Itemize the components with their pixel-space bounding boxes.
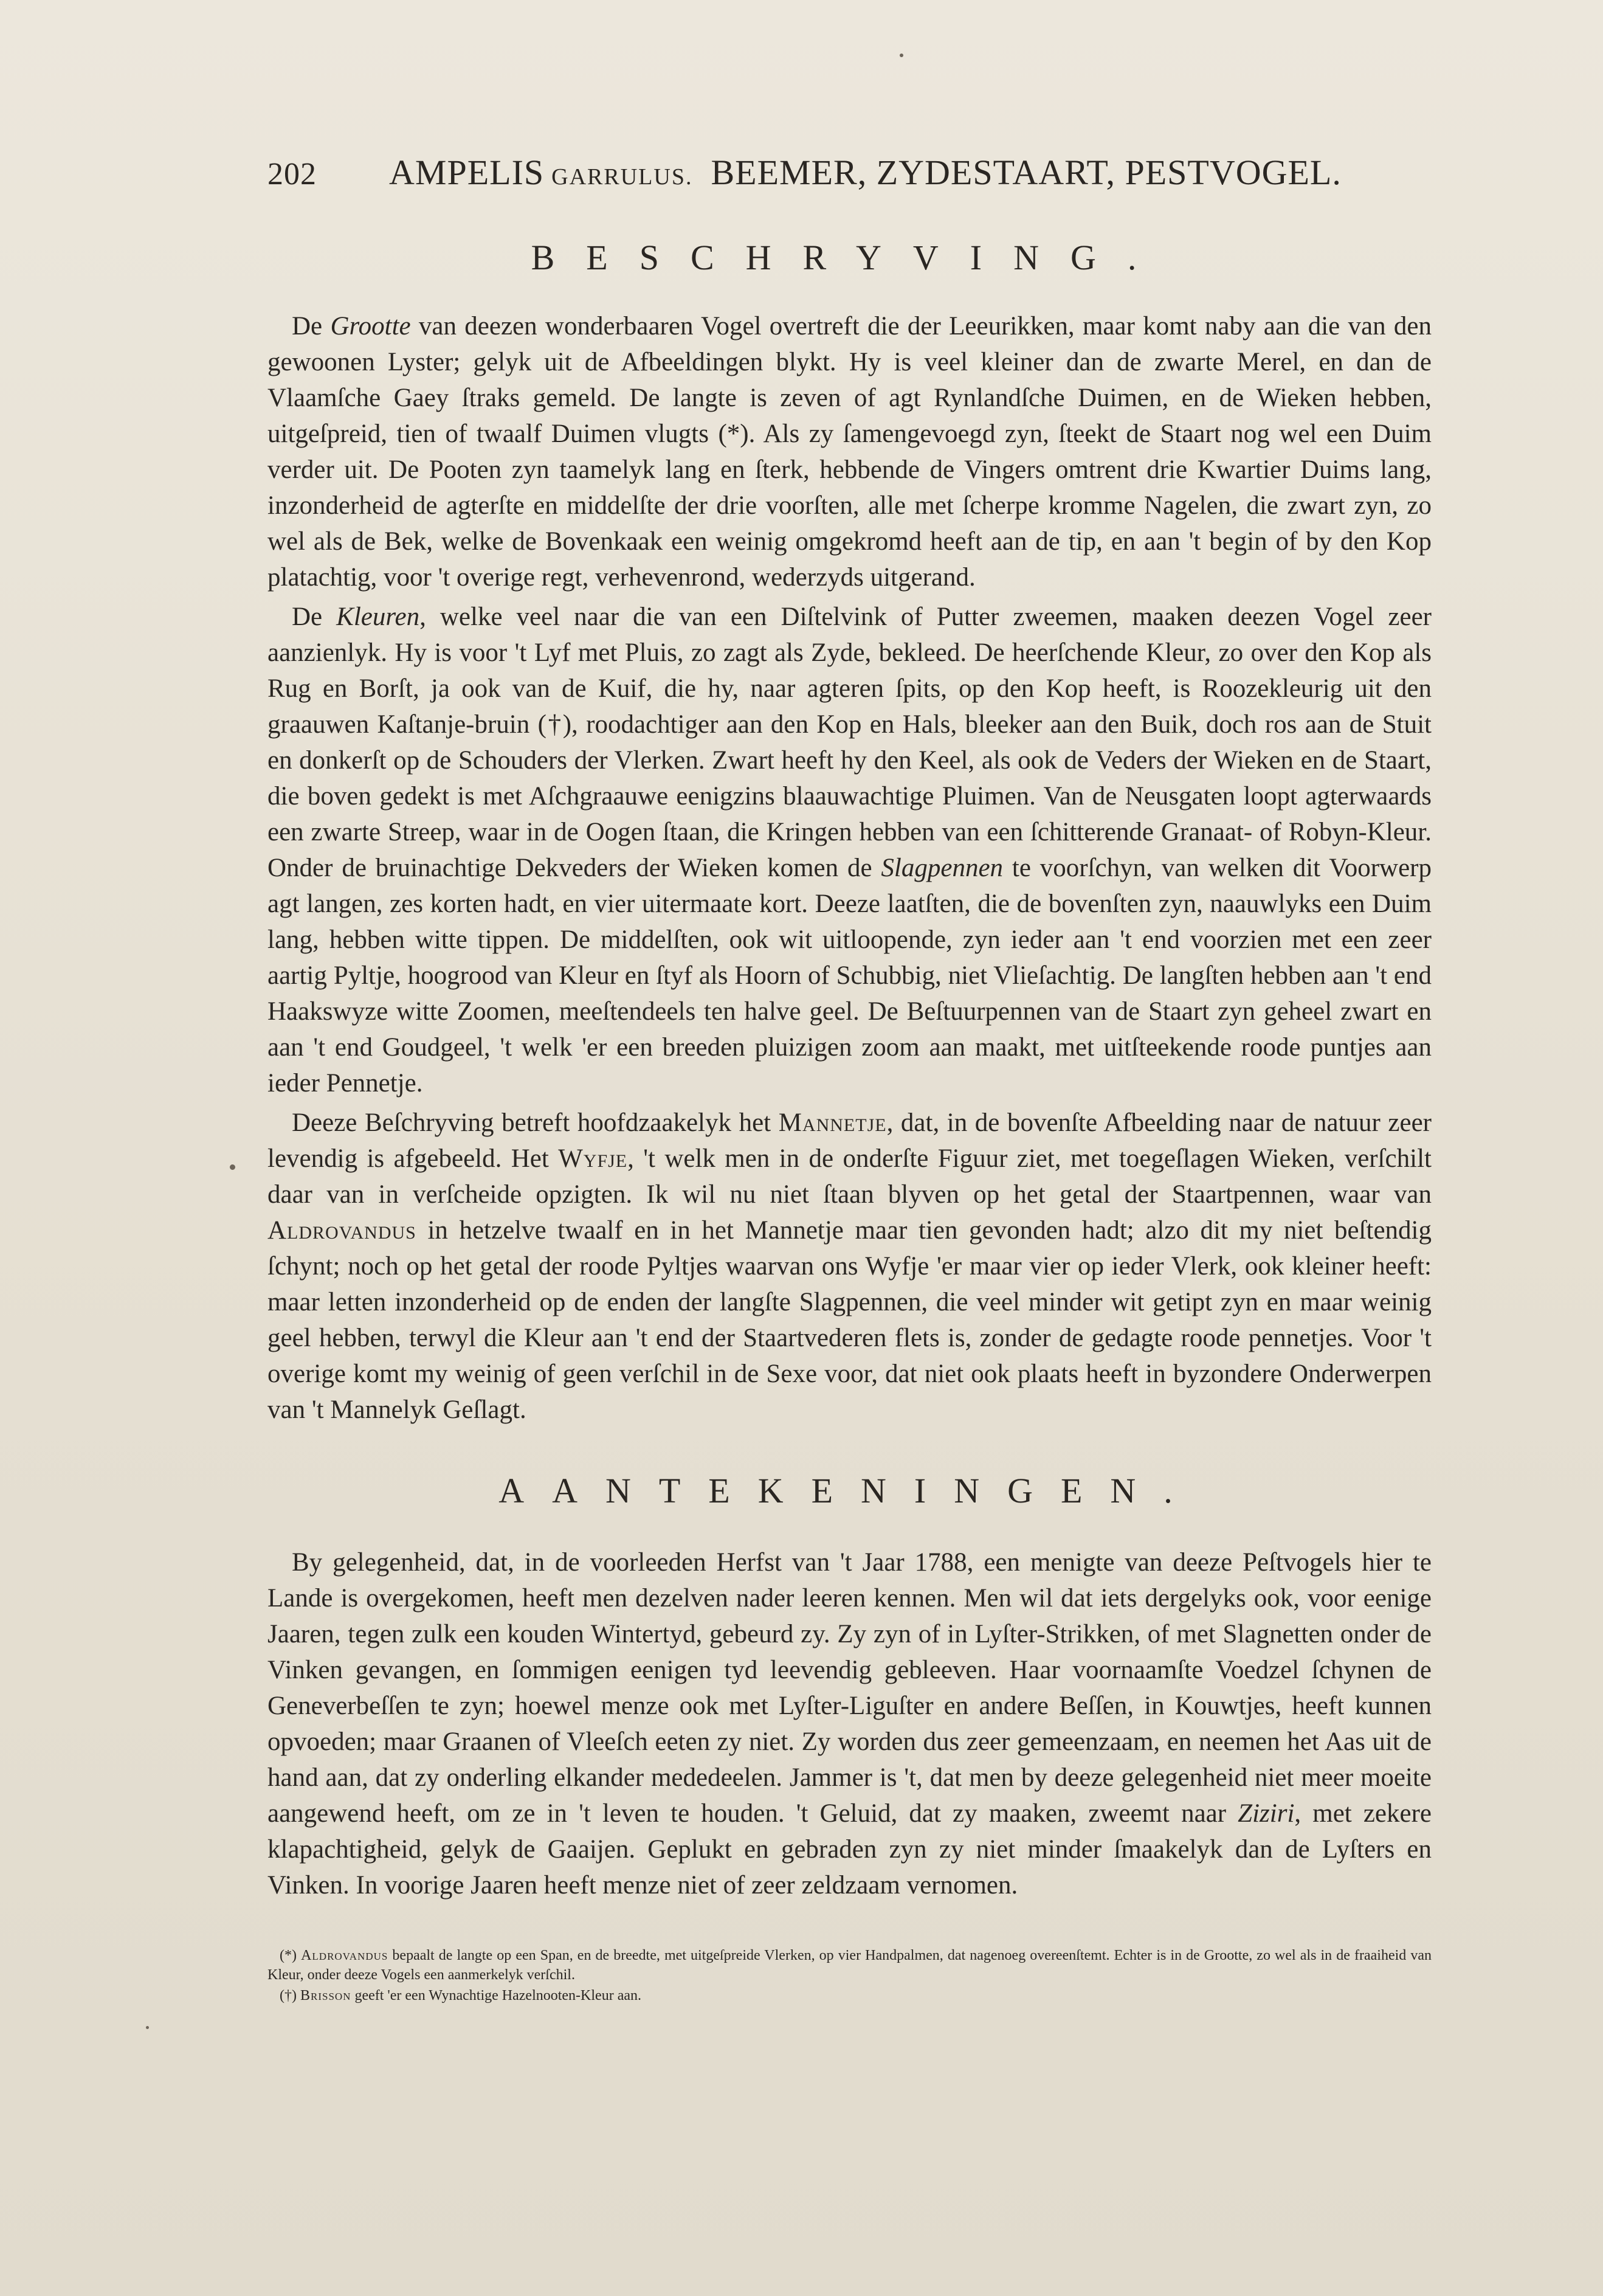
text-block bbox=[267, 152, 1432, 2007]
section-title-aantekeningen: AANTEKENINGEN. bbox=[498, 1471, 1201, 1510]
footnotes bbox=[267, 1946, 1432, 2005]
running-head bbox=[267, 152, 1432, 201]
ink-speck bbox=[900, 54, 903, 57]
footnote-asterisk: (*) Aldrovandus bepaalt de langte op een Span, en de breedte, met uitgeſpreide Vlerken, op vier Handpalmen, dat nagenoeg overeenſtemt. Echter is in de Grootte, zo wel als in de fraaiheid van Kleur, onder deeze Vogels een aanmerkelyk verſchil. bbox=[267, 1948, 1432, 1983]
header-species: GARRULUS. bbox=[551, 164, 693, 190]
header-genus: AMPELIS bbox=[389, 153, 545, 192]
page-number: 202 bbox=[267, 157, 317, 192]
paragraph-aantekeningen: By gelegenheid, dat, in de voorleeden Herfst van 't Jaar 1788, een menigte van deeze Peſtvogels hier te Lande is overgekomen, heeft men dezelven nader leeren kennen. Men wil dat iets dergelyks ook, voor eenige Jaaren, tegen zulk een kouden Wintertyd, gebeurd zy. Zy zyn of in Lyſter-Strikken, of met Slagnetten onder de Vinken gevangen, en ſommigen eenigen tyd leevendig gebleeven. Haar voornaamſte Voedzel ſchynen de Geneverbeſſen te zyn; hoewel menze ook met Lyſter-Liguſter en andere Beſſen, in Kouwtjes, heeft kunnen opvoeden; maar Graanen of Vleeſch eeten zy niet. Zy worden dus zeer gemeenzaam, en neemen het Aas uit de hand aan, dat zy onderling elkander mededeelen. Jammer is 't, dat men by deeze gelegenheid niet meer moeite aangewend heeft, om ze in 't leven te houden. 't Geluid, dat zy maaken, zweemt naar Ziziri, met zekere klapachtigheid, gelyk de Gaaijen. Geplukt en gebraden zyn zy niet minder ſmaakelyk dan de Lyſters en Vinken. In voorige Jaaren heeft menze niet of zeer zeldzaam vernomen. bbox=[267, 1548, 1432, 1900]
footnote-dagger: (†) Brisson geeft 'er een Wynachtige Hazelnooten-Kleur aan. bbox=[280, 1988, 641, 2004]
ink-speck bbox=[230, 1164, 235, 1170]
paragraph-grootte: De Grootte van deezen wonderbaaren Vogel overtreft die der Leeurikken, maar komt naby aan die van den gewoonen Lyster; gelyk uit de Afbeeldingen blykt. Hy is veel kleiner dan de zwarte Merel, en dan de Vlaamſche Gaey ſtraks gemeld. De langte is zeven of agt Rynlandſche Duimen, en de Wieken hebben, uitgeſpreid, tien of twaalf Duimen vlugts (*). Als zy ſamengevoegd zyn, ſteekt de Staart nog wel een Duim verder uit. De Pooten zyn taamelyk lang en ſterk, hebbende de Vingers omtrent drie Kwartier Duims lang, inzonderheid de agterſte en middelſte der drie voorſten, alle met ſcherpe kromme Nagelen, die zwart zyn, zo wel als de Bek, welke de Bovenkaak een weinig omgekromd heeft aan de tip, en aan 't begin of by den Kop platachtig, voor 't overige regt, verhevenrond, wederzyds uitgerand. bbox=[267, 312, 1432, 592]
header-common-names: BEEMER, ZYDESTAART, PESTVOGEL. bbox=[711, 153, 1342, 192]
paragraph-sexe: Deeze Beſchryving betreft hoofdzaakelyk het Mannetje, dat, in de bovenſte Afbeelding naar de natuur zeer levendig is afgebeeld. Het Wyfje, 't welk men in de onderſte Figuur ziet, met toegeſlagen Wieken, verſchilt daar van in verſcheide opzigten. Ik wil nu niet ſtaan blyven op het getal der Staartpennen, waar van Aldrovandus in hetzelve twaalf en in het Mannetje maar tien gevonden hadt; alzo dit my niet beſtendig ſchynt; noch op het getal der roode Pyltjes waarvan ons Wyfje 'er maar vier op ieder Vlerk, ook kleiner heeft: maar letten inzonderheid op de enden der langſte Slagpennen, die veel minder wit getipt zyn en maar weinig geel hebben, terwyl die Kleur aan 't end der Staartvederen flets is, zonder de gedagte roode pennetjes. Voor 't overige komt my weinig of geen verſchil in de Sexe voor, dat niet ook plaats heeft in byzondere Onderwerpen van 't Mannelyk Geſlagt. bbox=[267, 1108, 1432, 1424]
ink-speck bbox=[146, 2026, 149, 2029]
paragraph-kleuren: De Kleuren, welke veel naar die van een Diſtelvink of Putter zweemen, maaken deezen Vogel zeer aanzienlyk. Hy is voor 't Lyf met Pluis, zo zagt als Zyde, bekleed. De heerſchende Kleur, zo over den Kop als Rug en Borſt, ja ook van de Kuif, die hy, naar agteren ſpits, op den Kop heeft, is Roozekleurig uit den graauwen Kaſtanje-bruin (†), roodachtiger aan den Kop en Hals, bleeker aan den Buik, doch ros aan de Stuit en donkerſt op de Schouders der Vlerken. Zwart heeft hy den Keel, als ook de Veders der Wieken en de Staart, die boven gedekt is met Aſchgraauwe eenigzins blaauwachtige Pluimen. Van de Neusgaten loopt agterwaards een zwarte Streep, waar in de Oogen ſtaan, die Kringen hebben van een ſchitterende Granaat- of Robyn-Kleur. Onder de bruinachtige Dekveders der Wieken komen de Slagpennen te voorſchyn, van welken dit Voorwerp agt langen, zes korten hadt, en vier uitermaate kort. Deeze laatſten, die de bovenſten zyn, naauwlyks een Duim lang, hebben witte tippen. De middelſten, ook wit uitloopende, zyn ieder aan 't end voorzien met een zeer aartig Pyltje, hoogrood van Kleur en ſtyf als Hoorn of Schubbig, niet Vlieſachtig. De langſten hebben aan 't end Haakswyze witte Zoomen, meeſtendeels ten halve geel. De Beſtuurpennen van de Staart zyn geheel zwart en aan 't end Goudgeel, 't welk 'er een breeden pluizigen zoom aan maakt, met uitſteekende roode puntjes aan ieder Pennetje. bbox=[267, 603, 1432, 1098]
section-title-beschryving: BESCHRYVING. bbox=[531, 238, 1168, 277]
